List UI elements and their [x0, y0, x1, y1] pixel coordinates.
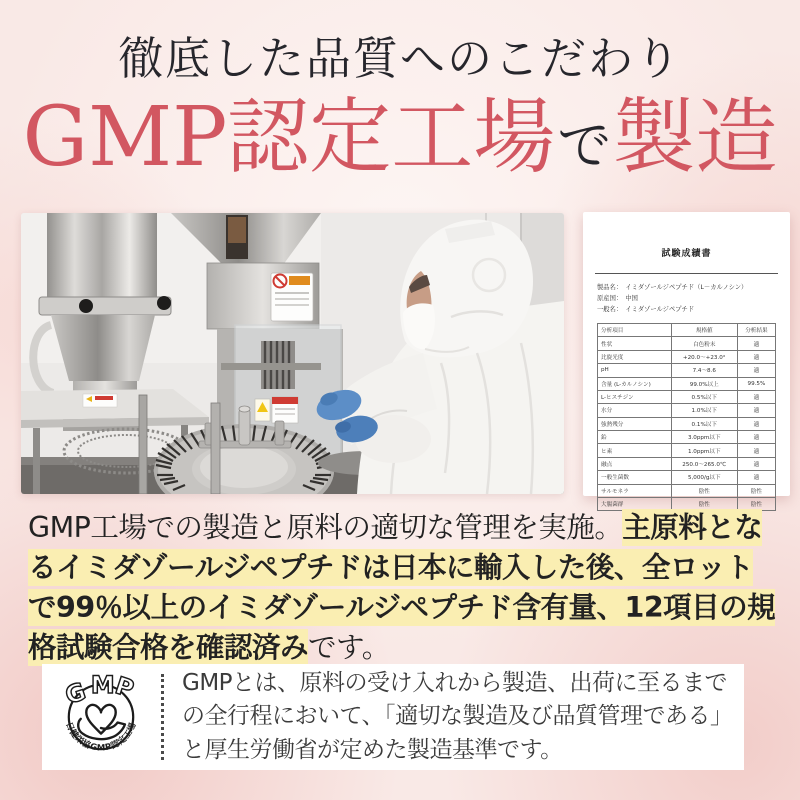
header-subtitle: 徹底した品質へのこだわり — [117, 32, 682, 85]
table-cell: 白色粉末 — [671, 337, 737, 350]
danger-label — [255, 397, 298, 423]
table-cell: 一般生菌数 — [598, 471, 672, 484]
table-cell: ヒ素 — [598, 444, 672, 457]
table-cell: 適 — [737, 390, 775, 403]
table-cell: 適 — [737, 444, 775, 457]
table-cell: 陰性 — [737, 497, 775, 510]
factory-photo-illustration — [21, 213, 564, 494]
table-cell: 250.0～265.0℃ — [671, 457, 737, 470]
table-row — [598, 350, 776, 363]
gmp-description: GMPとは、原料の受け入れから製造、出荷に至るまでの全行程において、「適切な製造及び品質管理である」と厚生労働省が定めた製造基準です。 — [182, 669, 733, 763]
table-cell: 水分 — [598, 404, 672, 417]
table-row — [598, 377, 776, 390]
table-row — [598, 364, 776, 377]
certificate-fields — [597, 282, 776, 315]
table-cell: 陰性 — [671, 484, 737, 497]
paragraph-highlight: 主原料となるイミダゾールジペプチドは日本に輸入した後、全ロットで99％以上のイミダゾールジペプチド含有量、12項目の規格試験合格を確認済み — [28, 511, 776, 664]
certificate-document — [583, 212, 790, 509]
table-cell: 適 — [737, 431, 775, 444]
title-red-segment-2: 製造 — [613, 90, 778, 185]
gmp-logo — [55, 671, 147, 763]
clamp-knob — [157, 296, 171, 310]
table-row — [598, 390, 776, 403]
table-cell: 99.5% — [737, 377, 775, 390]
warning-sticker — [83, 394, 117, 407]
table-cell: 適 — [737, 364, 775, 377]
certificate-table — [597, 323, 776, 511]
table-cell: 5,000/g以下 — [671, 471, 737, 484]
table-cell: 陰性 — [737, 484, 775, 497]
table-cell: 適 — [737, 404, 775, 417]
svg-text:G: G — [61, 677, 90, 710]
warning-label — [271, 273, 313, 321]
certificate-field: 原産国： 中国 — [597, 295, 638, 303]
table-cell: 比旋光度 — [598, 350, 672, 363]
table-cell: 性状 — [598, 337, 672, 350]
table-cell: 融点 — [598, 457, 672, 470]
paragraph-normal-start: GMP工場での製造と原料の適切な管理を実施。 — [28, 511, 623, 544]
table-cell: L-ヒスチジン — [598, 390, 672, 403]
svg-text:M: M — [90, 671, 115, 700]
guide-rod — [139, 395, 147, 494]
table-cell: 適 — [737, 417, 775, 430]
table-cell: サルモネラ — [598, 484, 672, 497]
certificate-rule — [595, 273, 778, 274]
table-row — [598, 444, 776, 457]
table-row — [598, 457, 776, 470]
table-cell: 99.0%以上 — [671, 377, 737, 390]
table-cell: pH — [598, 364, 672, 377]
certificate-table-header-row — [598, 324, 776, 337]
table-cell: 陰性 — [671, 497, 737, 510]
body-paragraph — [28, 508, 776, 668]
table-cell: 強熱残分 — [598, 417, 672, 430]
paragraph-normal-end: です。 — [308, 631, 390, 664]
table-row — [598, 484, 776, 497]
table-cell: 3.0ppm以下 — [671, 431, 737, 444]
clamp-knob — [79, 299, 93, 313]
table-cell: 7.4～8.6 — [671, 364, 737, 377]
svg-text:P: P — [111, 671, 138, 704]
table-cell: 0.1%以下 — [671, 417, 737, 430]
table-cell: 適 — [737, 337, 775, 350]
column-header: 分析項目 — [598, 324, 672, 337]
gmp-card — [42, 664, 744, 770]
table-cell: +20.0～+23.0° — [671, 350, 737, 363]
table-cell: 適 — [737, 350, 775, 363]
factory-photo — [21, 213, 564, 494]
table-row — [598, 337, 776, 350]
certificate-title: 試験成績書 — [661, 249, 712, 259]
column-header: 規格値 — [671, 324, 737, 337]
page-title — [0, 90, 800, 185]
certificate-field: 製品名： イミダゾールジペプチド（L－カルノシン） — [597, 284, 748, 291]
table-cell: 0.5%以下 — [671, 390, 737, 403]
table-cell: 鉛 — [598, 431, 672, 444]
gmp-logo-letters — [62, 671, 137, 710]
table-cell: 適 — [737, 471, 775, 484]
table-row — [598, 417, 776, 430]
header — [0, 22, 800, 185]
gmp-logo-ring-text: 日健栄協GMP認定工場 — [64, 720, 138, 753]
title-dark-segment: で — [557, 114, 612, 178]
table-cell: 含量 (L-カルノシン) — [598, 377, 672, 390]
table-cell: 1.0ppm以下 — [671, 444, 737, 457]
title-red-segment-1: GMP認定工場 — [22, 90, 556, 185]
column-header: 分析結果 — [737, 324, 775, 337]
certificate-field: 一般名： イミダゾールジペプチド — [597, 306, 695, 314]
table-cell: 適 — [737, 457, 775, 470]
table-row — [598, 431, 776, 444]
dotted-divider — [161, 674, 164, 760]
table-row — [598, 404, 776, 417]
certificate-table-body — [598, 337, 776, 511]
table-cell: 1.0%以下 — [671, 404, 737, 417]
table-cell: 大腸菌群 — [598, 497, 672, 510]
guide-rod — [211, 403, 220, 494]
heart-in-hand-icon — [78, 705, 125, 739]
table-row — [598, 471, 776, 484]
